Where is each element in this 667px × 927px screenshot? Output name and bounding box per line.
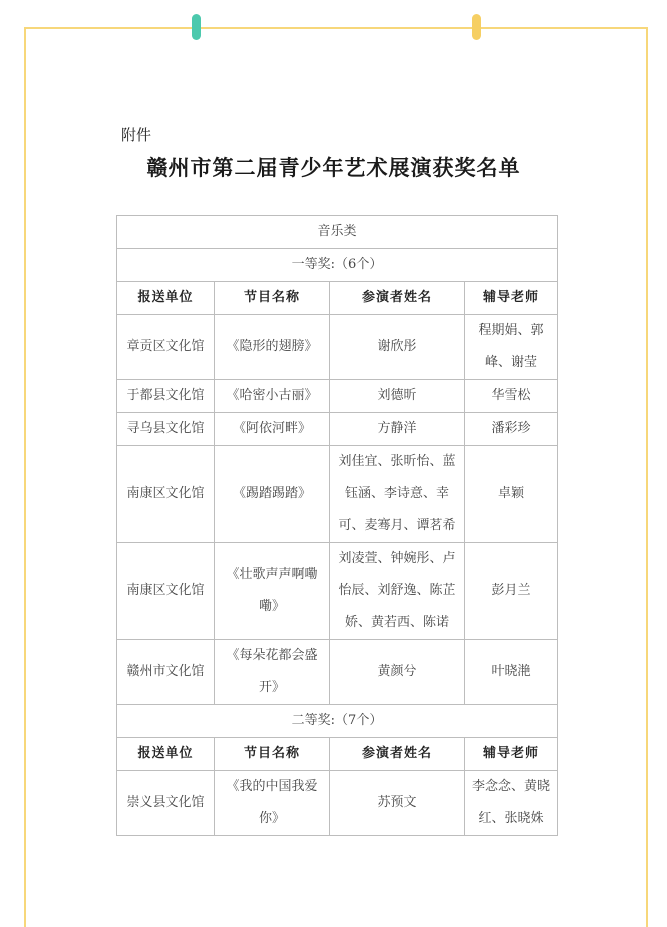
- cell-unit: 南康区文化馆: [117, 543, 215, 640]
- cell-unit: 于都县文化馆: [117, 380, 215, 413]
- table-row: [117, 771, 558, 836]
- cell-teacher: 华雪松: [465, 380, 558, 413]
- cell-teacher: 卓颖: [465, 446, 558, 543]
- header-teacher: 辅导老师: [465, 282, 558, 315]
- header-program: 节目名称: [215, 738, 330, 771]
- award-level-row: [117, 249, 558, 282]
- category-row: [117, 216, 558, 249]
- binder-tab-teal: [192, 14, 201, 40]
- cell-performers: 刘佳宜、张昕怡、蓝钰涵、李诗意、幸可、麦骞月、谭茗希: [330, 446, 465, 543]
- cell-performers: 方静洋: [330, 413, 465, 446]
- cell-unit: 章贡区文化馆: [117, 315, 215, 380]
- award-level-second: 二等奖:（7个）: [117, 705, 558, 738]
- cell-program: 《哈密小古丽》: [215, 380, 330, 413]
- page-title: 赣州市第二届青少年艺术展演获奖名单: [146, 155, 521, 180]
- cell-program: 《隐形的翅膀》: [215, 315, 330, 380]
- header-row: [117, 738, 558, 771]
- table-row: [117, 380, 558, 413]
- cell-teacher: 程期娟、郭峰、谢莹: [465, 315, 558, 380]
- header-unit: 报送单位: [117, 282, 215, 315]
- attachment-label: 附件: [121, 126, 152, 144]
- award-level-first: 一等奖:（6个）: [117, 249, 558, 282]
- cell-program: 《阿依河畔》: [215, 413, 330, 446]
- cell-performers: 刘凌萱、钟婉彤、卢怡辰、刘舒逸、陈芷娇、黄若西、陈诺: [330, 543, 465, 640]
- header-performers: 参演者姓名: [330, 738, 465, 771]
- table-row: [117, 446, 558, 543]
- header-row: [117, 282, 558, 315]
- category-label: 音乐类: [117, 216, 558, 249]
- binder-tab-yellow: [472, 14, 481, 40]
- cell-unit: 崇义县文化馆: [117, 771, 215, 836]
- cell-unit: 赣州市文化馆: [117, 640, 215, 705]
- cell-performers: 黄颜兮: [330, 640, 465, 705]
- header-teacher: 辅导老师: [465, 738, 558, 771]
- table-row: [117, 640, 558, 705]
- table-row: [117, 315, 558, 380]
- award-level-row: [117, 705, 558, 738]
- cell-program: 《壮歌声声啊嘞嘞》: [215, 543, 330, 640]
- cell-program: 《踢踏踢踏》: [215, 446, 330, 543]
- cell-teacher: 李念念、黄晓红、张晓姝: [465, 771, 558, 836]
- cell-performers: 苏预文: [330, 771, 465, 836]
- header-unit: 报送单位: [117, 738, 215, 771]
- cell-program: 《我的中国我爱你》: [215, 771, 330, 836]
- cell-performers: 刘德昕: [330, 380, 465, 413]
- cell-unit: 南康区文化馆: [117, 446, 215, 543]
- cell-unit: 寻乌县文化馆: [117, 413, 215, 446]
- cell-performers: 谢欣彤: [330, 315, 465, 380]
- table-row: [117, 413, 558, 446]
- header-performers: 参演者姓名: [330, 282, 465, 315]
- cell-program: 《每朵花都会盛开》: [215, 640, 330, 705]
- award-table: [116, 215, 558, 836]
- table-row: [117, 543, 558, 640]
- cell-teacher: 叶晓滟: [465, 640, 558, 705]
- header-program: 节目名称: [215, 282, 330, 315]
- cell-teacher: 潘彩珍: [465, 413, 558, 446]
- cell-teacher: 彭月兰: [465, 543, 558, 640]
